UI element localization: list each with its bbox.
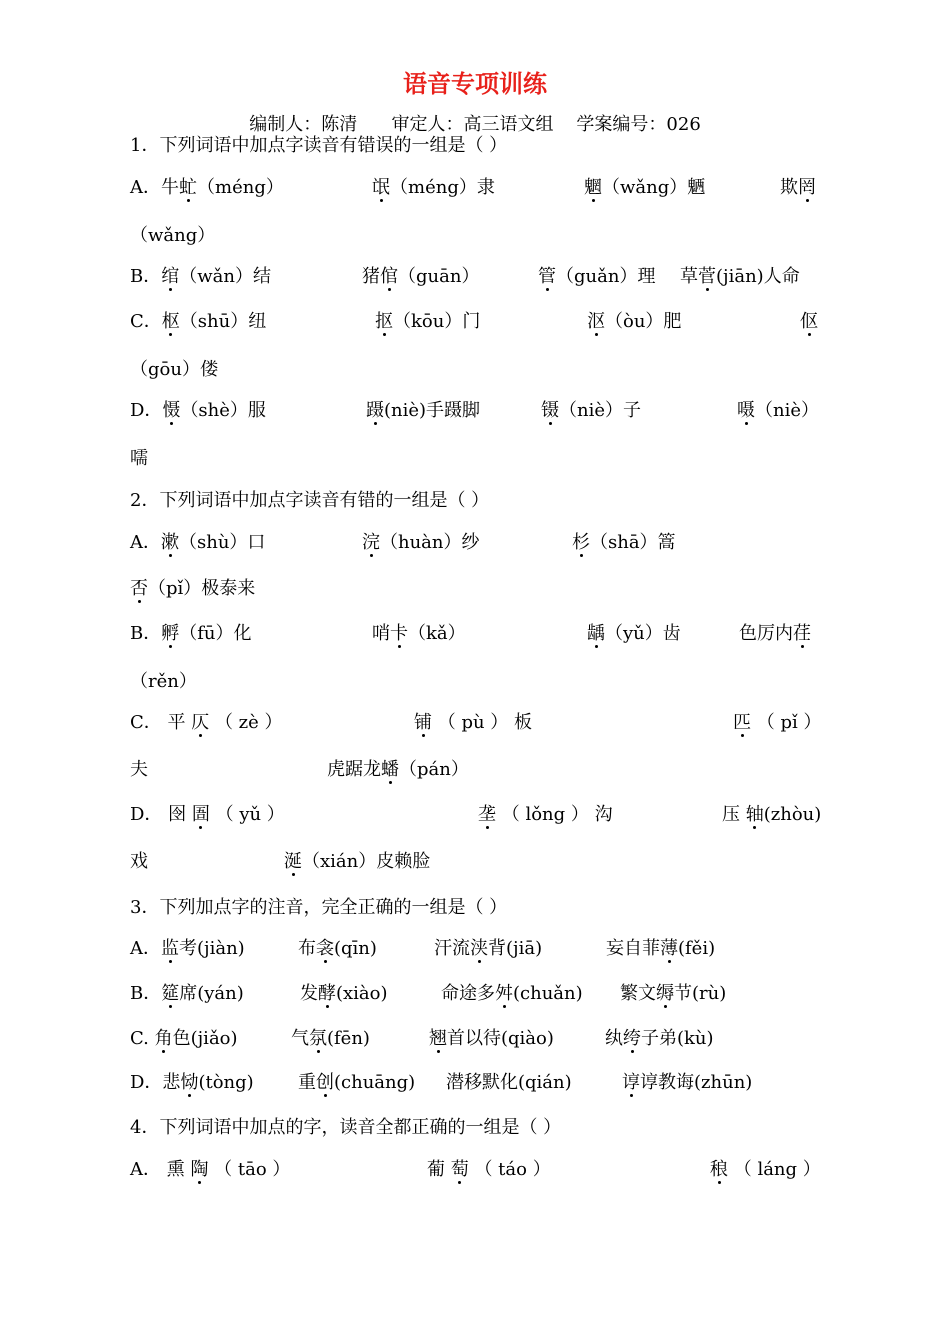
text: 首以待(qiào)	[447, 1028, 554, 1049]
text: 汗流	[434, 938, 470, 959]
text: (zhòu)	[763, 804, 822, 825]
dotted-char: 绾	[161, 262, 179, 292]
dotted-char: 氓	[372, 173, 390, 203]
text: D．悲	[130, 1072, 181, 1093]
dotted-char: 倌	[380, 262, 398, 292]
author-line: 编制人：陈清 审定人：高三语文组 学案编号：026	[249, 114, 701, 135]
text-segment	[130, 847, 148, 877]
text: （méng）隶	[390, 177, 495, 198]
text: （shè）服	[180, 400, 266, 421]
text: （pǐ）极泰来	[148, 578, 256, 599]
text: 背(jiā)	[488, 938, 543, 959]
text: 欺	[780, 177, 798, 198]
page-title: 语音专项训练	[403, 69, 547, 98]
dotted-char: 蟠	[381, 755, 399, 785]
dotted-char: 孵	[161, 619, 179, 649]
text-segment	[800, 307, 818, 337]
dotted-char: 罔	[798, 173, 816, 203]
text: A． 熏	[130, 1159, 191, 1180]
text: 妄自菲	[606, 938, 660, 959]
text-segment	[130, 486, 489, 516]
text-segment	[130, 893, 507, 923]
text-segment	[130, 755, 148, 785]
text-segment	[130, 528, 265, 558]
text: （niè）	[755, 400, 820, 421]
text: B．	[130, 266, 162, 287]
text: （guǎn）理	[556, 266, 656, 287]
text: 考(jiàn)	[179, 938, 245, 959]
text: (chuǎn)	[513, 983, 583, 1004]
dotted-char: 杉	[572, 528, 590, 558]
text-segment	[300, 979, 388, 1009]
text: 子弟(kù)	[641, 1028, 714, 1049]
text-segment	[427, 1155, 551, 1185]
dotted-char: 慑	[162, 396, 180, 426]
dotted-char: 氛	[309, 1024, 327, 1054]
text: C． 平	[130, 712, 192, 733]
text: 嚅	[130, 448, 148, 469]
dotted-char: 浣	[362, 528, 380, 558]
text-segment	[710, 1155, 821, 1185]
text-segment	[130, 1155, 290, 1185]
text-segment	[739, 619, 811, 649]
text-segment	[680, 262, 800, 292]
text-segment	[375, 307, 480, 337]
text: 夫	[130, 759, 148, 780]
dotted-char: 虻	[179, 173, 197, 203]
text-segment	[130, 307, 266, 337]
text-segment	[130, 934, 245, 964]
text: （xián）皮赖脸	[302, 851, 431, 872]
text: （ yǔ ）	[209, 804, 285, 825]
dotted-char: 沤	[587, 307, 605, 337]
text: （shù）口	[179, 532, 266, 553]
text: 虎踞龙	[327, 759, 381, 780]
text: 1．下列词语中加点字读音有错误的一组是（ ）	[130, 135, 508, 156]
text: B．	[130, 623, 162, 644]
text: D．	[130, 400, 163, 421]
text: (chuāng)	[334, 1072, 416, 1093]
text: 葡	[427, 1159, 451, 1180]
dotted-char: 蹑	[366, 396, 384, 426]
text: 节(rù)	[674, 983, 727, 1004]
text-segment	[478, 800, 613, 830]
dotted-char: 恸	[180, 1068, 198, 1098]
text: （ láng ）	[728, 1159, 821, 1180]
text-segment	[130, 396, 266, 426]
text: C.	[130, 1028, 155, 1049]
dotted-char: 翘	[429, 1024, 447, 1054]
text: 3．下列加点字的注音，完全正确的一组是（ ）	[130, 897, 508, 918]
text: （òu）肥	[605, 311, 682, 332]
dotted-char: 匹	[733, 708, 751, 738]
text-segment	[298, 1068, 415, 1098]
dotted-char: 枢	[162, 307, 180, 337]
dotted-char: 卡	[390, 619, 408, 649]
dotted-char: 魍	[584, 173, 602, 203]
text-segment	[446, 1068, 572, 1098]
dotted-char: 涎	[284, 847, 302, 877]
text: 潜移默化(qián)	[446, 1072, 572, 1093]
text-segment	[298, 934, 377, 964]
text: 重	[298, 1072, 316, 1093]
text: 压	[722, 804, 746, 825]
text: 色厉内	[739, 623, 793, 644]
text: B．	[130, 983, 162, 1004]
dotted-char: 荏	[793, 619, 811, 649]
text: 席(yán)	[179, 983, 244, 1004]
text: （ pù ） 板	[432, 712, 533, 733]
text: (niè)手蹑脚	[384, 400, 481, 421]
text-segment	[584, 173, 705, 203]
dotted-char: 舛	[495, 979, 513, 1009]
text-segment	[372, 173, 495, 203]
text-segment	[441, 979, 583, 1009]
dotted-char: 萄	[451, 1155, 469, 1185]
text-segment	[130, 355, 218, 385]
dotted-char: 角	[155, 1024, 173, 1054]
dotted-char: 轴	[746, 800, 764, 830]
text: 戏	[130, 851, 148, 872]
text-segment	[130, 131, 507, 161]
text-segment	[284, 847, 430, 877]
text-segment	[362, 262, 479, 292]
dotted-char: 垄	[478, 800, 496, 830]
text-segment	[722, 800, 821, 830]
text-segment	[130, 262, 271, 292]
text: (qīn)	[334, 938, 377, 959]
text: （yǔ）齿	[605, 623, 681, 644]
text: （fū）化	[179, 623, 252, 644]
dotted-char: 漱	[161, 528, 179, 558]
dotted-char: 稂	[710, 1155, 728, 1185]
text: （méng）	[197, 177, 284, 198]
text: （rěn）	[130, 671, 197, 692]
dotted-char: 铺	[414, 708, 432, 738]
dotted-char: 缛	[656, 979, 674, 1009]
text: C．	[130, 311, 162, 332]
text: A．	[130, 938, 161, 959]
text-segment	[587, 619, 681, 649]
text-segment	[130, 708, 283, 738]
text-segment	[538, 262, 655, 292]
text-segment	[372, 619, 466, 649]
text: （niè）子	[559, 400, 642, 421]
text-segment	[327, 755, 469, 785]
text-segment	[572, 528, 676, 558]
text: （ tāo ）	[208, 1159, 291, 1180]
text-segment	[362, 528, 480, 558]
dotted-char: 仄	[191, 708, 209, 738]
text: （ pǐ ）	[751, 712, 822, 733]
text-segment	[414, 708, 532, 738]
dotted-char: 薄	[660, 934, 678, 964]
text: 繁文	[620, 983, 656, 1004]
text-segment	[130, 1068, 254, 1098]
text: （ táo ）	[468, 1159, 551, 1180]
text-segment	[606, 934, 715, 964]
text: (xiào)	[336, 983, 388, 1004]
text-segment	[605, 1024, 714, 1054]
dotted-char: 圄	[192, 800, 210, 830]
text-segment	[780, 173, 816, 203]
text: （pán）	[399, 759, 469, 780]
dotted-char: 抠	[375, 307, 393, 337]
text: （kǎ）	[408, 623, 466, 644]
dotted-char: 伛	[800, 307, 818, 337]
dotted-char: 筵	[161, 979, 179, 1009]
text-segment	[366, 396, 480, 426]
text-segment	[587, 307, 681, 337]
text: （wǎn）结	[179, 266, 271, 287]
text: 纨	[605, 1028, 623, 1049]
text: （kōu）门	[393, 311, 481, 332]
dotted-char: 龋	[587, 619, 605, 649]
text: （shū）纽	[179, 311, 267, 332]
dotted-char: 嗫	[737, 396, 755, 426]
text: 哨	[372, 623, 390, 644]
text-segment	[130, 619, 252, 649]
text: 色(jiǎo)	[172, 1028, 238, 1049]
text-segment	[130, 1113, 561, 1143]
dotted-char: 管	[538, 262, 556, 292]
text-segment	[622, 1068, 752, 1098]
text-segment	[541, 396, 641, 426]
text-segment	[130, 979, 244, 1009]
text: A．牛	[130, 177, 179, 198]
text-segment	[130, 1024, 238, 1054]
text-segment	[733, 708, 821, 738]
text-segment	[130, 221, 215, 251]
text: 发	[300, 983, 318, 1004]
dotted-char: 酵	[318, 979, 336, 1009]
text: 猪	[362, 266, 380, 287]
text: 谆教诲(zhūn)	[640, 1072, 753, 1093]
text: 布	[298, 938, 316, 959]
text-segment	[737, 396, 819, 426]
text: 草	[680, 266, 698, 287]
text: （shā）篙	[590, 532, 676, 553]
dotted-char: 衾	[316, 934, 334, 964]
text-segment	[620, 979, 726, 1009]
text-segment	[130, 667, 197, 697]
text: （ zè ）	[209, 712, 283, 733]
text: D． 囹	[130, 804, 192, 825]
text: (fēn)	[327, 1028, 370, 1049]
text: (tòng)	[198, 1072, 254, 1093]
text-segment	[291, 1024, 370, 1054]
text: （ lǒng ） 沟	[496, 804, 613, 825]
text-segment	[429, 1024, 554, 1054]
text: （wǎng）	[130, 225, 216, 246]
text: (fěi)	[678, 938, 716, 959]
dotted-char: 陶	[190, 1155, 208, 1185]
text: 4．下列词语中加点的字，读音全都正确的一组是（ ）	[130, 1117, 562, 1138]
text: （guān）	[398, 266, 480, 287]
text-segment	[130, 173, 284, 203]
text: 气	[291, 1028, 309, 1049]
dotted-char: 镊	[541, 396, 559, 426]
text: （gōu）偻	[130, 359, 218, 380]
text: 2．下列词语中加点字读音有错的一组是（ ）	[130, 490, 490, 511]
text: (jiān)人命	[716, 266, 800, 287]
text-segment	[130, 800, 285, 830]
text-segment	[130, 574, 255, 604]
dotted-char: 否	[130, 574, 148, 604]
text: （huàn）纱	[380, 532, 480, 553]
text-segment	[434, 934, 542, 964]
text: A．	[130, 532, 161, 553]
dotted-char: 浃	[470, 934, 488, 964]
text-segment	[130, 444, 148, 474]
dotted-char: 监	[161, 934, 179, 964]
dotted-char: 谆	[622, 1068, 640, 1098]
text: 命途多	[441, 983, 495, 1004]
text: （wǎng）魉	[602, 177, 706, 198]
dotted-char: 创	[316, 1068, 334, 1098]
dotted-char: 菅	[698, 262, 716, 292]
dotted-char: 绔	[623, 1024, 641, 1054]
